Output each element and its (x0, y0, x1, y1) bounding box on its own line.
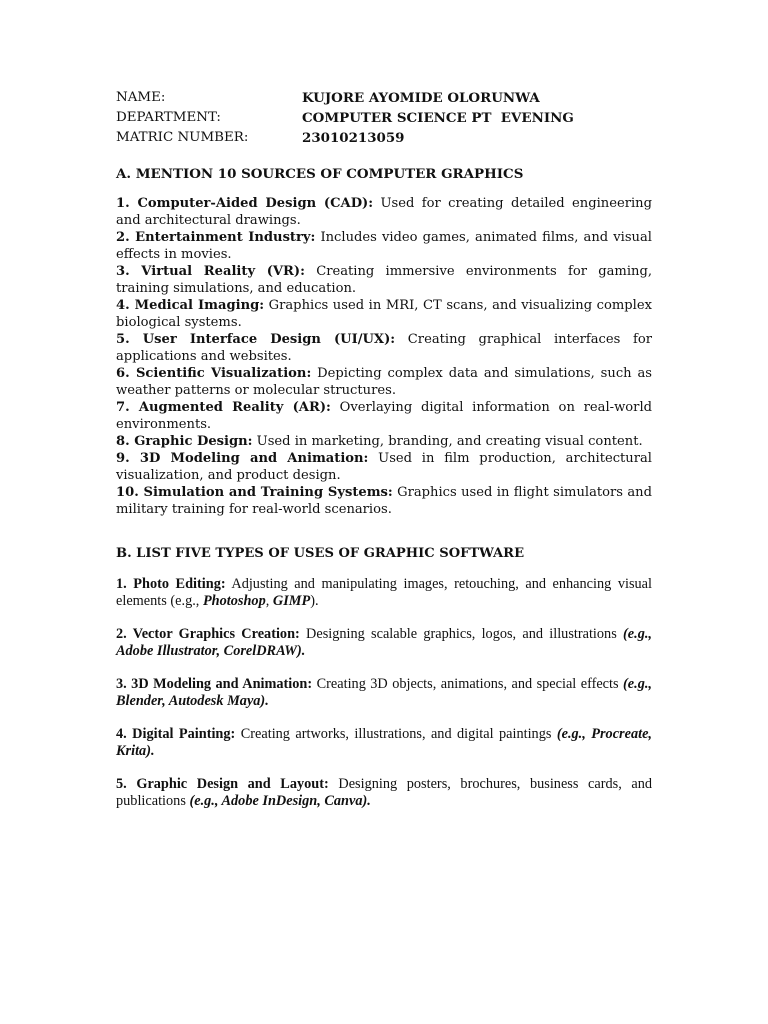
list-item (116, 726, 652, 760)
item-text: Adjusting and manipulating images, retouching, and enhancing visual elements (e.g., (116, 576, 652, 609)
item-text: Creating graphical interfaces for applications and websites. (116, 332, 652, 364)
item-term: 7. Augmented Reality (AR): (116, 400, 331, 415)
name-row (116, 88, 652, 108)
item-text: Designing posters, brochures, business cards, and publications (116, 776, 653, 809)
item-text: Depicting complex data and simulations, such as weather patterns or molecular structures. (116, 366, 653, 398)
item-text: Overlaying digital information on real-world environments. (116, 400, 653, 432)
item-text: Used in film production, architectural visualization, and product design. (116, 451, 652, 483)
item-term: 6. Scientific Visualization: (116, 366, 312, 381)
list-item (116, 331, 652, 365)
list-item (116, 297, 652, 331)
item-term: 5. User Interface Design (UI/UX): (116, 332, 396, 347)
list-item (116, 263, 652, 297)
list-item (116, 399, 652, 433)
item-example: (e.g., Adobe InDesign, Canva). (189, 793, 371, 809)
item-term: 2. Entertainment Industry: (116, 230, 316, 245)
item-example: (e.g., Blender, Autodesk Maya). (116, 676, 653, 709)
item-text: Used in marketing, branding, and creating visual content. (252, 434, 643, 449)
item-term: 3. Virtual Reality (VR): (116, 264, 305, 279)
item-example: Photoshop (202, 593, 266, 609)
list-item (116, 450, 652, 484)
name-label: NAME: (116, 90, 166, 105)
item-term: 9. 3D Modeling and Animation: (116, 451, 369, 466)
item-tail: ). (310, 593, 319, 609)
list-item (116, 576, 652, 610)
item-term: 1. Photo Editing: (116, 576, 226, 592)
item-text: Includes video games, animated films, and visual effects in movies. (116, 230, 652, 262)
item-example: GIMP (272, 593, 311, 609)
list-item (116, 484, 652, 518)
matric-row (116, 128, 652, 148)
item-term: 5. Graphic Design and Layout: (116, 776, 329, 792)
list-item (116, 626, 652, 660)
department-row (116, 108, 652, 128)
item-text: Creating artworks, illustrations, and digital paintings (235, 726, 557, 742)
section-b-list (116, 576, 652, 810)
name-value: KUJORE AYOMIDE OLORUNWA (302, 90, 540, 106)
item-term: 8. Graphic Design: (116, 434, 253, 449)
item-text: Graphics used in flight simulators and military training for real-world scenarios. (116, 485, 652, 517)
section-b-heading: B. LIST FIVE TYPES OF USES OF GRAPHIC SOFTWARE (116, 546, 525, 561)
matric-value: 23010213059 (302, 130, 405, 146)
list-item (116, 776, 652, 810)
item-text: Designing scalable graphics, logos, and illustrations (299, 626, 624, 642)
item-term: 4. Digital Painting: (116, 726, 236, 742)
list-item (116, 365, 652, 399)
item-text: Graphics used in MRI, CT scans, and visualizing complex biological systems. (116, 298, 652, 330)
item-term: 10. Simulation and Training Systems: (116, 485, 393, 500)
department-value: COMPUTER SCIENCE PT EVENING (302, 110, 574, 126)
matric-label: MATRIC NUMBER: (116, 130, 249, 145)
section-a-heading: A. MENTION 10 SOURCES OF COMPUTER GRAPHICS (116, 166, 524, 182)
item-example: (e.g., Procreate, Krita). (116, 726, 652, 759)
student-info (116, 88, 652, 148)
item-term: 4. Medical Imaging: (116, 298, 265, 313)
item-term: 2. Vector Graphics Creation: (116, 626, 300, 642)
item-term: 3. 3D Modeling and Animation: (116, 676, 313, 692)
item-separator: , (265, 593, 273, 609)
item-example: (e.g., Adobe Illustrator, CorelDRAW). (116, 626, 652, 659)
list-item (116, 229, 652, 263)
section-a-list (116, 195, 652, 518)
item-text: Creating immersive environments for gaming, training simulations, and education. (116, 264, 652, 296)
list-item (116, 195, 652, 229)
item-text: Used for creating detailed engineering and architectural drawings. (116, 196, 653, 228)
item-term: 1. Computer-Aided Design (CAD): (116, 196, 374, 211)
item-text: Creating 3D objects, animations, and special effects (312, 676, 624, 692)
list-item (116, 676, 652, 710)
department-label: DEPARTMENT: (116, 110, 221, 125)
list-item (116, 433, 652, 450)
